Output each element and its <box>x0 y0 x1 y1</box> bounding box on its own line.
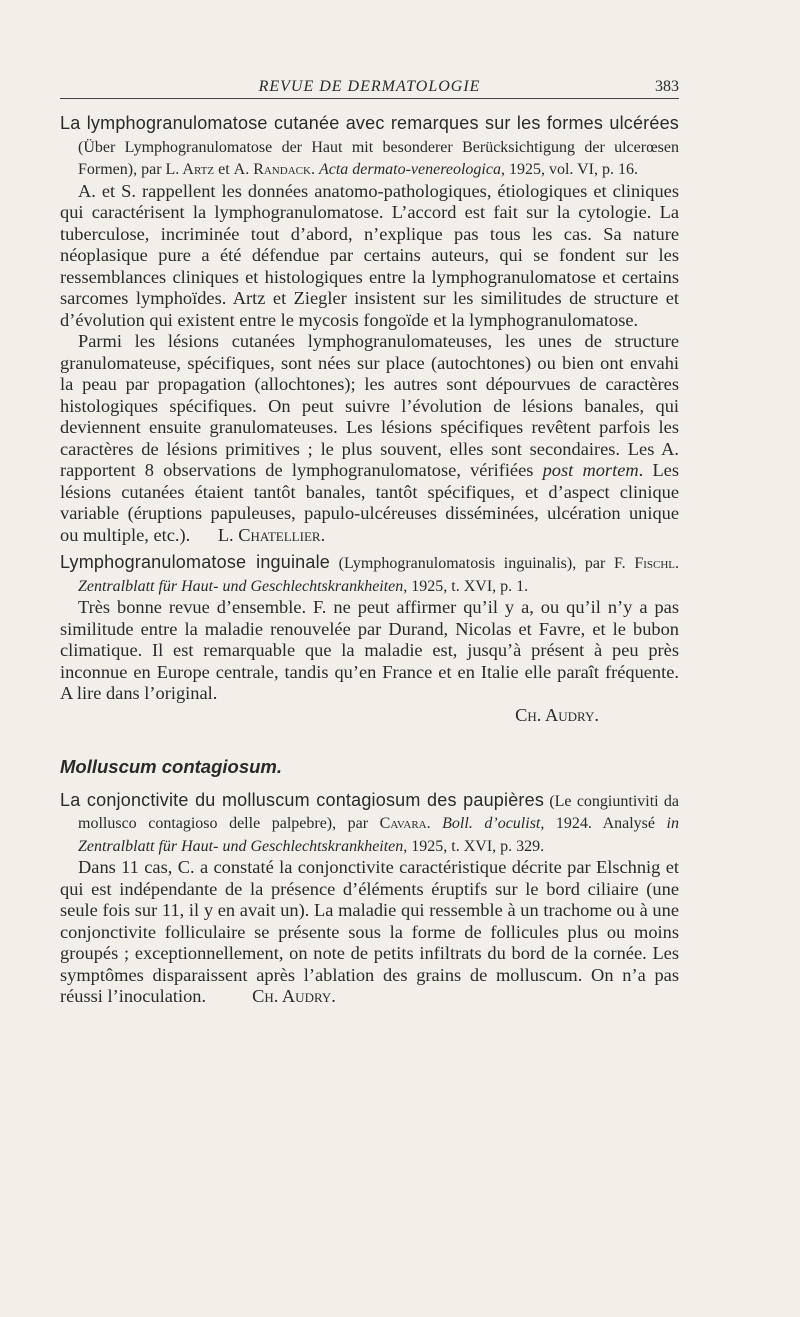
entry-2-citation: , 1925, t. XVI, p. 1. <box>403 577 529 595</box>
entry-1-ref-sep: . <box>310 161 319 178</box>
entry-2-signature-line <box>60 705 679 727</box>
entry-1-para-2-text-a: Parmi les lésions cutanées lymphogranulomateuses, les unes de structure granulomateuse, spécifiques, sont nées sur place (autochtones) ou bien ont envahi la peau par propagation (allochtones); les autres sont dépourvues de caractères histologiques spécifiques. On peut suivre l’évolution de lésions banales, qui deviennent ensuite granulomateuses. Les lésions spécifiques revêtent parfois les caractères de lésions primitives ; le plus souvent, elles sont secondaires. Les A. rapportent 8 observations de lymphogranulomatose, vérifiées <box>60 331 679 480</box>
entry-3-author: Cavara <box>379 815 427 832</box>
entry-3-paragraph-1 <box>60 857 679 1008</box>
entry-1-citation: , 1925, vol. VI, p. 16. <box>500 161 638 178</box>
entry-2-title: Lymphogranulomatose inguinale <box>60 552 330 572</box>
entry-3-journal: Boll. d’oculist <box>442 815 541 832</box>
entry-1-ref-text: (Über Lymphogranulomatose der Haut mit besonderer Berücksichtigung der ulcerœsen Formen), par <box>78 138 679 178</box>
entry-3-ref-sep: . <box>426 815 443 832</box>
entry-3-reference <box>60 790 679 858</box>
entry-1-ref-join: et <box>214 161 234 178</box>
entry-3-journal-2: in Zentralblatt für Haut- und Geschlechtskrankheiten <box>78 815 679 855</box>
section-heading: Molluscum contagiosum. <box>60 756 283 777</box>
page-number: 383 <box>655 78 679 95</box>
entry-2-ref-sep: . <box>675 555 680 572</box>
entry-3-title: La conjonctivite du molluscum contagiosum des paupières <box>60 789 545 810</box>
entry-1-journal: Acta dermato-venereologica <box>318 161 501 178</box>
review-entry-2 <box>60 552 679 726</box>
entry-2-signature: Ch. Audry. <box>515 704 599 725</box>
entry-1-author-1: L. Artz <box>165 161 215 178</box>
journal-page <box>60 72 679 1008</box>
entry-3-ref-analyse: , 1924. Analysé <box>540 815 667 832</box>
entry-1-para-2-italic: post mortem <box>542 460 639 480</box>
entry-2-reference <box>60 552 679 597</box>
running-title: REVUE DE DERMATOLOGIE <box>258 78 481 95</box>
entry-1-signature: L. Chatellier. <box>217 524 326 545</box>
entry-2-paragraph-1: Très bonne revue d’ensemble. F. ne peut affirmer qu’il y a, ou qu’il n’y a pas similitude entre la maladie renouvelée par Durand, Nicolas et Favre, et le bubon climatique. Il est remarquable que la maladie est, jusqu’à présent à peu près inconnue en Europe centrale, tandis qu’en France et en Italie elle paraît fréquente. A lire dans l’original. <box>60 597 679 703</box>
entry-1-paragraph-1: A. et S. rappellent les données anatomo-pathologiques, étiologiques et cliniques qui caractérisent la lymphogranulomatose. L’accord est fait sur la cytologie. La tuberculose, incriminée tout d’abord, n’explique pas tous les cas. Sa nature néoplasique pure a été défendue par certains auteurs, qui se fondent sur les ressemblances cliniques et histologiques entre la lymphogranulomatose et certains sarcomes lymphoïdes. Artz et Ziegler insistent sur les similitudes de structure et d’évolution qui existent entre le mycosis fongoïde et la lymphogranulomatose. <box>60 180 679 330</box>
entry-1-reference <box>60 113 679 181</box>
review-entry-3 <box>60 790 679 1008</box>
entry-1-title: La lymphogranulomatose cutanée avec remarques sur les formes ulcérées <box>60 113 679 133</box>
entry-1-author-2: A. Randack <box>233 161 311 178</box>
review-entry-1 <box>60 113 679 546</box>
entry-3-ref-text: (Le congiuntiviti da mollusco contagioso delle palpebre), par <box>78 792 679 832</box>
entry-2-journal: Zentralblatt für Haut- und Geschlechtskrankheiten <box>78 577 404 595</box>
running-header <box>60 72 679 99</box>
entry-1-para-2-text-b: . Les lésions cutanées étaient tantôt banales, tantôt spécifiques, et d’aspect clinique variable (éruptions papuleuses, papulo-ulcéreuses disséminées, ulcération unique ou multiple, etc.). <box>60 460 679 545</box>
entry-3-para-text: Dans 11 cas, C. a constaté la conjonctivite caractéristique décrite par Elschnig et qui est indépendante de la présence d’éléments éruptifs sur le bord ciliaire (une seule fois sur 11, il y en avait un). La maladie qui ressemble à un trachome ou à une conjonctivite folliculaire se présente sous la forme de follicules plus ou moins groupés ; exceptionnellement, on note de petits infiltrats du bord de la cornée. Les symptômes disparaissent après l’ablation des grains de molluscum. On n’a pas réussi l’inoculation. <box>60 857 679 1006</box>
entry-3-citation: , 1925, t. XVI, p. 329. <box>403 837 545 855</box>
entry-1-paragraph-2 <box>60 331 679 546</box>
entry-2-author: F. Fischl <box>614 555 676 572</box>
entry-2-ref-text: (Lymphogranulomatosis inguinalis), par <box>330 555 615 572</box>
entry-3-signature: Ch. Audry. <box>252 986 336 1006</box>
